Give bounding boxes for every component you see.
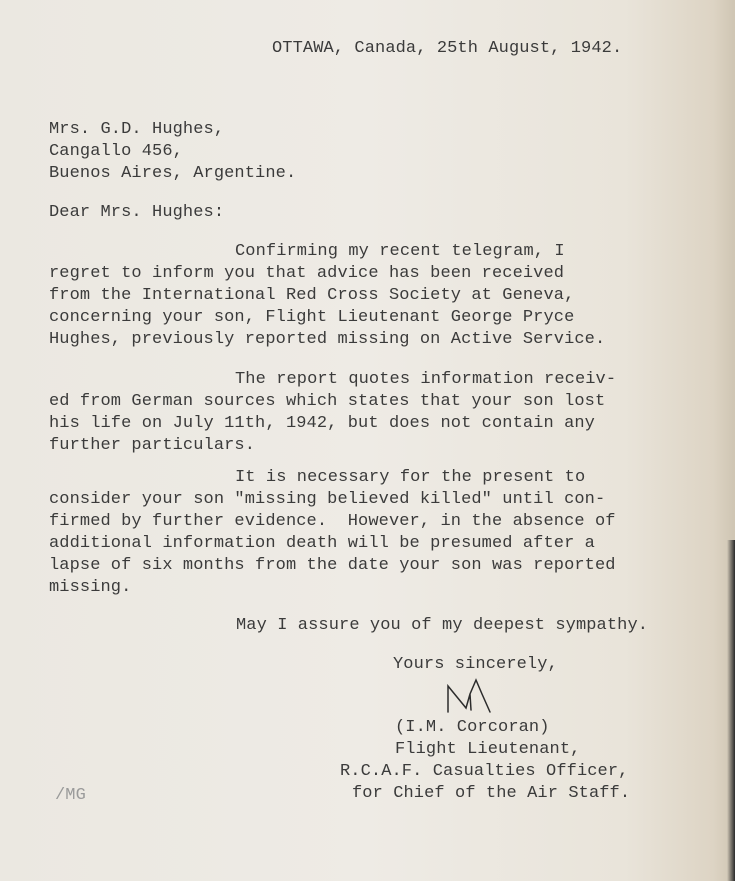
paragraph-3-line: It is necessary for the present to <box>235 468 586 487</box>
page-edge-shadow <box>727 540 735 881</box>
paragraph-1-line: from the International Red Cross Society at Geneva, <box>49 286 575 305</box>
paragraph-2-line: ed from German sources which states that your son lost <box>49 392 606 411</box>
paragraph-3-line: missing. <box>49 578 132 597</box>
typist-reference: /MG <box>55 786 86 805</box>
address-line-street: Cangallo 456, <box>49 142 183 161</box>
paragraph-2-line: further particulars. <box>49 436 256 455</box>
signatory-title: R.C.A.F. Casualties Officer, <box>340 762 629 781</box>
signatory-rank: Flight Lieutenant, <box>395 740 581 759</box>
paragraph-3-line: consider your son "missing believed killed" until con- <box>49 490 606 509</box>
valediction: Yours sincerely, <box>393 655 558 674</box>
dateline: OTTAWA, Canada, 25th August, 1942. <box>272 39 623 58</box>
address-line-city: Buenos Aires, Argentine. <box>49 164 297 183</box>
paragraph-1-line: concerning your son, Flight Lieutenant George Pryce <box>49 308 575 327</box>
signatory-name: (I.M. Corcoran) <box>395 718 550 737</box>
paragraph-1-line: Confirming my recent telegram, I <box>235 242 565 261</box>
paragraph-1-line: regret to inform you that advice has been received <box>49 264 565 283</box>
paragraph-1-line: Hughes, previously reported missing on Active Service. <box>49 330 606 349</box>
paragraph-2-line: The report quotes information receiv- <box>235 370 617 389</box>
paragraph-3-line: additional information death will be presumed after a <box>49 534 595 553</box>
signatory-on-behalf: for Chief of the Air Staff. <box>352 784 631 803</box>
salutation: Dear Mrs. Hughes: <box>49 203 225 222</box>
closing-sentence: May I assure you of my deepest sympathy. <box>236 616 649 635</box>
handwritten-signature <box>440 678 510 714</box>
paragraph-3-line: firmed by further evidence. However, in the absence of <box>49 512 616 531</box>
paragraph-3-line: lapse of six months from the date your son was reported <box>49 556 616 575</box>
paragraph-2-line: his life on July 11th, 1942, but does not contain any <box>49 414 595 433</box>
address-line-name: Mrs. G.D. Hughes, <box>49 120 225 139</box>
